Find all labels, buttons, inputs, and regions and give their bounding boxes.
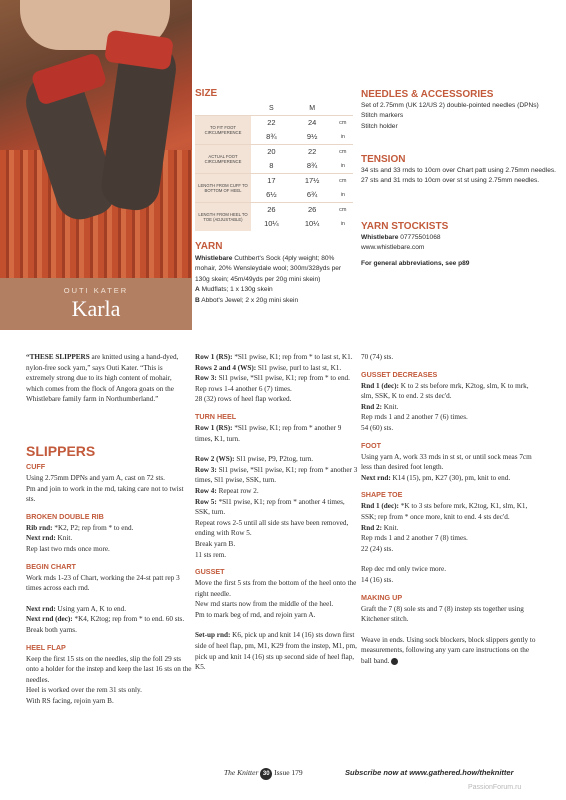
cell: 24 bbox=[292, 115, 333, 130]
text: With RS facing, rejoin yarn B. bbox=[26, 696, 114, 705]
unit: in bbox=[340, 133, 345, 140]
text: Move the first 5 sts from the bottom of the heel onto the right needle. bbox=[195, 579, 357, 598]
text: Rep rnds 1 and 2 another 7 (6) times. bbox=[361, 413, 468, 422]
tension-heading: TENSION bbox=[361, 154, 406, 165]
table-row bbox=[195, 144, 353, 159]
yarn-details bbox=[195, 254, 355, 306]
stockists-heading: YARN STOCKISTS bbox=[361, 221, 449, 232]
step-label: Row 2 (WS): bbox=[195, 455, 235, 464]
needles-item: Stitch markers bbox=[361, 112, 404, 120]
text: Sl1 pwise, purl to last st, K1. bbox=[256, 363, 342, 372]
slippers-heading: SLIPPERS bbox=[26, 443, 96, 459]
needles-item: Stitch holder bbox=[361, 122, 398, 130]
text: Weave in ends. Using sock blockers, block slippers gently to measurements, following any yarn care instructions on the ball band. bbox=[361, 635, 536, 665]
subscribe-text: Subscribe now at bbox=[345, 768, 410, 777]
table-row bbox=[195, 202, 353, 217]
cell: 22 bbox=[292, 144, 333, 159]
yarn-brand: Whistlebare bbox=[195, 255, 233, 262]
row-label: LENGTH FROM HEEL TO TOE (ADJUSTABLE) bbox=[195, 202, 251, 231]
cell: 17½ bbox=[292, 173, 333, 188]
row-label: LENGTH FROM CUFF TO BOTTOM OF HEEL bbox=[195, 173, 251, 202]
text: Heel is worked over the rem 31 sts only. bbox=[26, 686, 142, 695]
pattern-name-box bbox=[0, 278, 192, 330]
text: *K to 3 sts before mrk, K2tog, K1, slm, K1, SSK; rep from * once more, knit to end. 4 sts dec'd. bbox=[361, 502, 528, 521]
cell: 20 bbox=[251, 144, 292, 159]
text: *K4, K2tog; rep from * to end. 60 sts. bbox=[72, 615, 185, 624]
text: K to 2 sts before mrk, K2tog, slm, K to mrk, slm, SSK, K to end. 2 sts dec'd. bbox=[361, 381, 529, 401]
text: Repeat rows 2-5 until all side sts have been removed, ending with Row 5. bbox=[195, 518, 349, 538]
text: 14 (16) sts. bbox=[361, 575, 394, 584]
step-label: Row 4: bbox=[195, 486, 217, 495]
cell: 22 bbox=[251, 115, 292, 130]
turn-heel-heading: TURN HEEL bbox=[195, 411, 237, 421]
page-number: 30 bbox=[260, 768, 272, 780]
step-label: Rnd 2: bbox=[361, 402, 382, 411]
subscribe-link[interactable]: www.gathered.how/theknitter bbox=[409, 768, 514, 777]
step-label: Row 1 (RS): bbox=[195, 353, 233, 361]
abbreviations-note: For general abbreviations, see p89 bbox=[361, 259, 470, 267]
shape-toe-heading: SHAPE TOE bbox=[361, 490, 403, 500]
text: Knit. bbox=[55, 534, 73, 543]
text: Pm to mark beg of rnd, and rejoin yarn A. bbox=[195, 610, 316, 619]
step-label: Row 3: bbox=[195, 465, 217, 474]
watermark: PassionForum.ru bbox=[468, 784, 522, 791]
magazine-name: The Knitter bbox=[224, 768, 259, 777]
text: Repeat row 2. bbox=[216, 486, 259, 495]
stockists-section bbox=[361, 220, 561, 269]
needles-section bbox=[361, 88, 561, 132]
text: Sl1 pwise, P9, P2tog, turn. bbox=[234, 455, 314, 464]
text: 11 sts rem. bbox=[195, 550, 227, 559]
text: 54 (60) sts. bbox=[361, 423, 394, 432]
step-label: Rnd 2: bbox=[361, 523, 382, 532]
cuff-heading: CUFF bbox=[26, 462, 46, 471]
text: Work rnds 1-23 of Chart, working the 24-st patt rep 3 times across each rnd. bbox=[26, 573, 180, 593]
row-label: TO FIT FOOT CIRCUMFERENCE bbox=[195, 115, 251, 144]
cell: 26 bbox=[292, 202, 333, 217]
text: 70 (74) sts. bbox=[361, 353, 394, 361]
text: Break both yarns. bbox=[26, 625, 77, 634]
intro-paragraph bbox=[26, 352, 188, 405]
size-col-s: S bbox=[269, 104, 274, 112]
text: Sl1 pwise, *Sl1 pwise, K1; rep from * another 3 times, Sl1 pwise, SSK, turn. bbox=[195, 465, 358, 485]
intro-text: are knitted using a hand-dyed, nylon-free sock yarn,” says Outi Kater. “This is extremely strong due to its high content of mohair, which comes from the flock of Angora goats on the Whistlebare family farm in Northumberland.” bbox=[26, 353, 179, 404]
text: K6, pick up and knit 14 (16) sts down first side of heel flap, pm, M1, K29 from the instep, M1, pm, pick up and knit 14 (16) sts up second side of heel flap, K5. bbox=[195, 631, 357, 672]
stockist-phone: 07775501068 bbox=[398, 234, 441, 241]
step-label: Rib rnd: bbox=[26, 523, 53, 532]
socks-photo bbox=[0, 0, 192, 278]
text: Rep rnds 1 and 2 another 7 (8) times. bbox=[361, 534, 468, 543]
text: Using yarn A, work 33 rnds in st st, or until sock meas 7cm less than desired foot length. bbox=[361, 452, 532, 472]
footer-left bbox=[224, 768, 303, 780]
text: Knit. bbox=[381, 523, 399, 532]
heel-flap-heading: HEEL FLAP bbox=[26, 642, 66, 652]
unit: in bbox=[340, 191, 345, 198]
step-label: Row 1 (RS): bbox=[195, 423, 233, 432]
step-label: Rnd 1 (dec): bbox=[361, 381, 399, 390]
unit: in bbox=[340, 220, 345, 227]
instructions-column-1 bbox=[26, 461, 192, 707]
step-label: Next rnd (dec): bbox=[26, 615, 73, 624]
tension-text: 34 sts and 33 rnds to 10cm over Chart patt using 2.75mm needles. bbox=[361, 167, 556, 174]
cell: 8¾ bbox=[306, 161, 318, 170]
step-label: Rows 2 and 4 (WS): bbox=[195, 363, 257, 372]
cell: 10¼ bbox=[304, 219, 320, 229]
cell: 17 bbox=[251, 173, 292, 188]
step-label: Next rnd: bbox=[26, 604, 56, 613]
issue-number: Issue 179 bbox=[274, 768, 303, 777]
intro-lead: “THESE SLIPPERS bbox=[26, 353, 90, 361]
subscribe-line bbox=[345, 768, 514, 777]
tension-section bbox=[361, 153, 561, 187]
cell: 9½ bbox=[306, 132, 318, 141]
tension-text: 27 sts and 31 rnds to 10cm over st st using 2.75mm needles. bbox=[361, 177, 540, 185]
step-label: Set-up rnd: bbox=[195, 631, 231, 640]
text: Pm and join to work in the rnd, taking care not to twist sts. bbox=[26, 484, 184, 504]
size-table bbox=[195, 102, 353, 231]
stockist-name: Whistlebare bbox=[361, 234, 399, 241]
yarn-a-text: Mudflats; 1 x 130g skein bbox=[199, 286, 273, 294]
text: K14 (15), pm, K27 (30), pm, knit to end. bbox=[390, 473, 511, 482]
cell: 26 bbox=[251, 202, 292, 217]
text: Rep rows 1-4 another 6 (7) times. bbox=[195, 384, 292, 393]
yarn-heading: YARN bbox=[195, 241, 223, 252]
unit: in bbox=[340, 162, 345, 169]
row-label: ACTUAL FOOT CIRCUMFERENCE bbox=[195, 144, 251, 173]
text: Sl1 pwise, *Sl1 pwise, K1; rep from * to end. bbox=[216, 374, 350, 383]
table-row bbox=[195, 115, 353, 130]
text: Graft the 7 (8) sole sts and 7 (8) instep sts together using Kitchener stitch. bbox=[361, 604, 524, 624]
unit: cm bbox=[333, 115, 354, 130]
text: Using yarn A, K to end. bbox=[55, 604, 127, 613]
end-mark-icon bbox=[391, 658, 398, 665]
step-label: Next rnd: bbox=[26, 534, 56, 543]
making-up-heading: MAKING UP bbox=[361, 592, 403, 602]
yarn-a-label: A bbox=[195, 286, 200, 294]
text: New rnd starts now from the middle of the heel. bbox=[195, 600, 334, 609]
text: Rep dec rnd only twice more. bbox=[361, 565, 447, 574]
unit: cm bbox=[333, 144, 354, 159]
stockist-web: www.whistlebare.com bbox=[361, 244, 425, 252]
step-label: Row 5: bbox=[195, 497, 217, 506]
text: *Sl1 pwise, K1; rep from * another 4 times, SSK, turn. bbox=[195, 497, 345, 517]
cell: 8 bbox=[269, 161, 274, 170]
cell: 6½ bbox=[266, 190, 277, 199]
gusset-heading: GUSSET bbox=[195, 567, 225, 577]
table-row bbox=[195, 173, 353, 188]
needles-heading: NEEDLES & ACCESSORIES bbox=[361, 89, 494, 100]
step-label: Rnd 1 (dec): bbox=[361, 502, 399, 511]
text: Break yarn B. bbox=[195, 539, 236, 548]
pattern-title: Karla bbox=[71, 296, 121, 321]
size-table-header bbox=[195, 102, 353, 115]
step-label: Row 3: bbox=[195, 374, 217, 383]
text: Knit. bbox=[381, 402, 399, 411]
text: *K2, P2; rep from * to end. bbox=[52, 523, 134, 532]
cell: 10¼ bbox=[264, 219, 279, 229]
cell: 6¾ bbox=[306, 190, 318, 199]
instructions-column-3 bbox=[361, 352, 541, 666]
gusset-decreases-heading: GUSSET DECREASES bbox=[361, 369, 438, 379]
text: 28 (32) rows of heel flap worked. bbox=[195, 395, 292, 404]
unit: cm bbox=[333, 173, 354, 188]
instructions-column-2 bbox=[195, 352, 358, 673]
broken-rib-heading: BROKEN DOUBLE RIB bbox=[26, 511, 104, 521]
text: Keep the first 15 sts on the needles, slip the foll 29 sts onto a holder for the instep and keep the last 16 sts on the needles. bbox=[26, 654, 192, 684]
text: Using 2.75mm DPNs and yarn A, cast on 72 sts. bbox=[26, 474, 165, 482]
step-label: Next rnd: bbox=[361, 473, 391, 482]
needles-item: Set of 2.75mm (UK 12/US 2) double-pointed needles (DPNs) bbox=[361, 102, 539, 109]
cell: 8¾ bbox=[266, 132, 277, 141]
text: *Sl1 pwise, K1; rep from * another 9 times, K1, turn. bbox=[195, 423, 342, 443]
yarn-description: Cuthbert's Sock (4ply weight; 80% mohair, 20% Wensleydale wool; 300m/328yds per 130g skein; 45m/49yds per 20g mini skein) bbox=[195, 255, 342, 283]
yarn-b-text: Abbot's Jewel; 2 x 20g mini skein bbox=[199, 296, 299, 304]
foot-heading: FOOT bbox=[361, 440, 381, 450]
yarn-b-label: B bbox=[195, 296, 200, 304]
text: *Sl1 pwise, K1; rep from * to last st, K1. bbox=[232, 353, 353, 361]
size-col-m: M bbox=[309, 104, 316, 112]
designer-name: OUTI KATER bbox=[63, 286, 129, 295]
begin-chart-heading: BEGIN CHART bbox=[26, 561, 76, 571]
size-heading: SIZE bbox=[195, 88, 218, 99]
unit: cm bbox=[333, 202, 354, 217]
text: 22 (24) sts. bbox=[361, 544, 394, 553]
text: Rep last two rnds once more. bbox=[26, 544, 110, 553]
